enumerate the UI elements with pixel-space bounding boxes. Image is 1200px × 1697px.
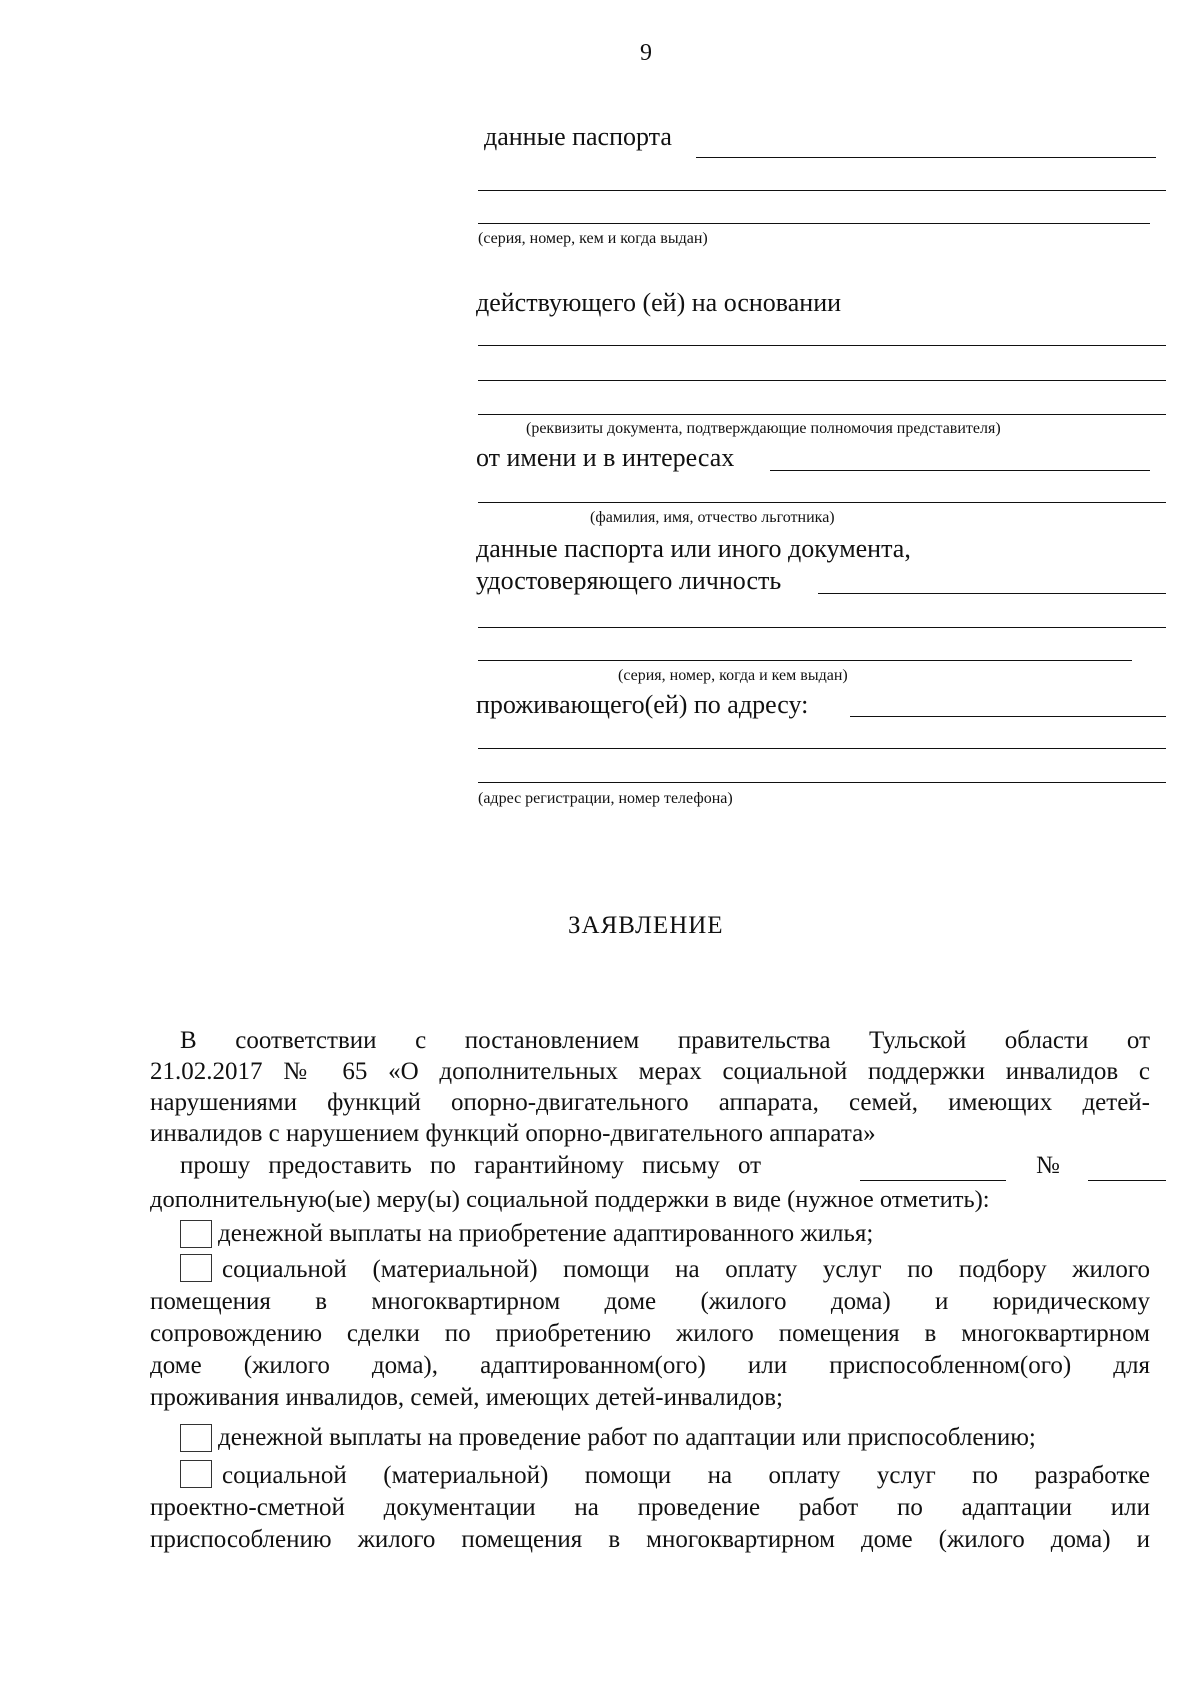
option-4-line-1: социальной (материальной) помощи на оплату услуг по разработке	[222, 1462, 1150, 1489]
document-title: ЗАЯВЛЕНИЕ	[568, 912, 724, 939]
intro-line-4: инвалидов с нарушением функций опорно-двигательного аппарата»	[150, 1120, 876, 1147]
beneficiary-field[interactable]	[770, 470, 1150, 471]
id-doc-label-line-2: удостоверяющего личность	[476, 566, 782, 595]
address-label: проживающего(ей) по адресу:	[476, 690, 809, 719]
option-2-line-4: доме (жилого дома), адаптированном(ого) или приспособленном(ого) для	[150, 1352, 1150, 1379]
request-line-2: дополнительную(ые) меру(ы) социальной поддержки в виде (нужное отметить):	[150, 1186, 990, 1213]
intro-line-3: нарушениями функций опорно-двигательного аппарата, семей, имеющих детей-	[150, 1089, 1150, 1116]
authority-field-line-2[interactable]	[478, 380, 1166, 381]
option-1-text: денежной выплаты на приобретение адаптированного жилья;	[218, 1220, 874, 1247]
address-field-line-3[interactable]	[478, 782, 1166, 783]
option-4-checkbox[interactable]	[180, 1460, 212, 1488]
id-doc-field-line-3[interactable]	[478, 660, 1132, 661]
passport-field[interactable]	[696, 157, 1156, 158]
option-2-line-1: социальной (материальной) помощи на оплату услуг по подбору жилого	[222, 1256, 1150, 1283]
address-field-line-2[interactable]	[478, 748, 1166, 749]
intro-line-1: В соответствии с постановлением правительства Тульской области от	[180, 1027, 1150, 1054]
page-number: 9	[640, 40, 652, 66]
beneficiary-caption: (фамилия, имя, отчество льготника)	[590, 509, 835, 526]
passport-field-line-3[interactable]	[478, 223, 1150, 224]
authority-caption: (реквизиты документа, подтверждающие полномочия представителя)	[526, 420, 1001, 437]
beneficiary-field-line-2[interactable]	[478, 502, 1166, 503]
option-2-line-3: сопровождению сделки по приобретению жилого помещения в многоквартирном	[150, 1320, 1150, 1347]
id-doc-label-line-1: данные паспорта или иного документа,	[476, 534, 911, 563]
on-behalf-label: от имени и в интересах	[476, 443, 735, 472]
passport-label: данные паспорта	[484, 122, 672, 151]
option-4-line-3: приспособлению жилого помещения в многоквартирном доме (жилого дома) и	[150, 1526, 1150, 1553]
option-2-line-2: помещения в многоквартирном доме (жилого дома) и юридическому	[150, 1288, 1150, 1315]
authority-field-line-1[interactable]	[478, 345, 1166, 346]
intro-line-2: 21.02.2017 № 65 «О дополнительных мерах социальной поддержки инвалидов с	[150, 1058, 1150, 1085]
id-doc-field[interactable]	[818, 593, 1166, 594]
option-2-checkbox[interactable]	[180, 1254, 212, 1282]
request-prefix: прошу предоставить по гарантийному письму от	[180, 1152, 762, 1179]
option-3-checkbox[interactable]	[180, 1424, 212, 1452]
option-4-line-2: проектно-сметной документации на проведение работ по адаптации или	[150, 1494, 1150, 1521]
option-1-checkbox[interactable]	[180, 1220, 212, 1248]
id-doc-caption: (серия, номер, когда и кем выдан)	[618, 667, 848, 684]
address-caption: (адрес регистрации, номер телефона)	[478, 790, 733, 807]
authority-field-line-3[interactable]	[478, 414, 1166, 415]
number-sign: №	[1036, 1152, 1060, 1179]
option-2-line-5: проживания инвалидов, семей, имеющих детей-инвалидов;	[150, 1384, 783, 1411]
option-3-text: денежной выплаты на проведение работ по адаптации или приспособлению;	[218, 1424, 1036, 1451]
passport-caption: (серия, номер, кем и когда выдан)	[478, 230, 708, 247]
passport-field-line-2[interactable]	[478, 190, 1166, 191]
letter-date-field[interactable]	[860, 1180, 1006, 1181]
letter-number-field[interactable]	[1088, 1180, 1166, 1181]
address-field[interactable]	[850, 716, 1166, 717]
id-doc-field-line-2[interactable]	[478, 627, 1166, 628]
acting-label: действующего (ей) на основании	[476, 288, 842, 317]
